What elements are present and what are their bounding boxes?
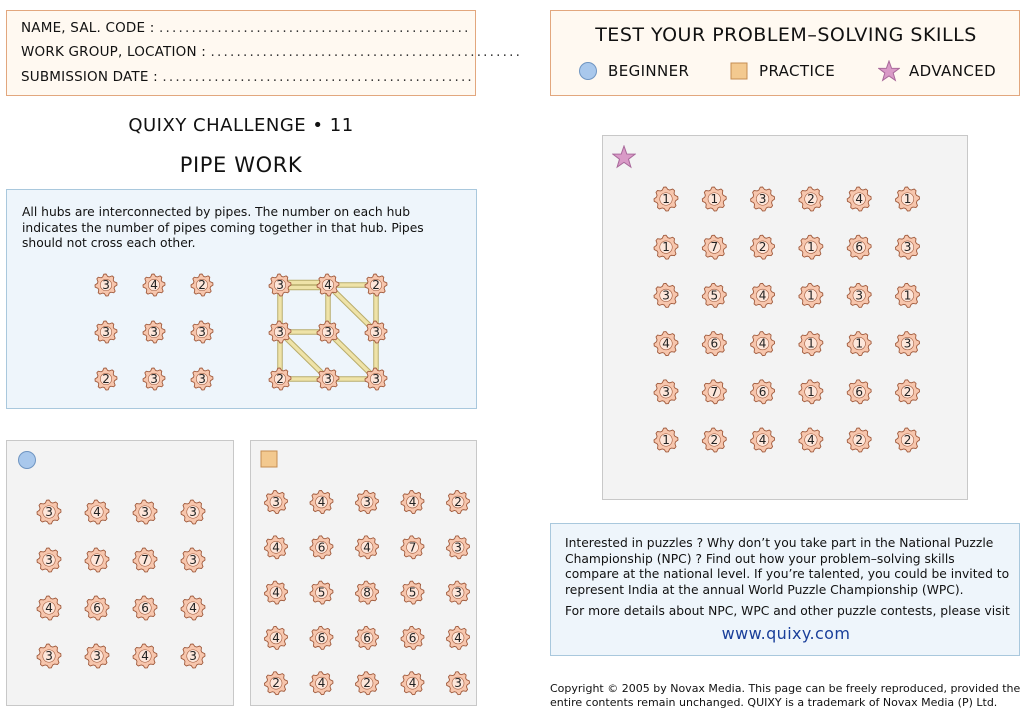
- hub-number: 2: [272, 676, 280, 691]
- hub[interactable]: [37, 644, 61, 668]
- hub[interactable]: [269, 368, 291, 390]
- hub[interactable]: [365, 368, 387, 390]
- hub[interactable]: [181, 500, 205, 524]
- hub[interactable]: [356, 672, 379, 695]
- hub-number: 7: [710, 384, 719, 399]
- hub-number: 1: [903, 192, 912, 206]
- hub-number: 3: [102, 325, 110, 339]
- name-dots: ................................................: [158, 20, 471, 36]
- hub[interactable]: [310, 672, 333, 695]
- promo-details: For more details about NPC, WPC and other puzzle contests, please visit: [565, 604, 1010, 618]
- hub-number: 3: [198, 325, 206, 339]
- skills-header: [550, 10, 1020, 96]
- hub-number: 1: [807, 240, 815, 255]
- hub[interactable]: [365, 274, 387, 296]
- advanced-grid[interactable]: [603, 136, 969, 501]
- hub-number: 4: [363, 540, 371, 555]
- hub[interactable]: [799, 428, 823, 452]
- hub[interactable]: [133, 500, 157, 524]
- hub[interactable]: [447, 672, 470, 695]
- hub-number: 5: [408, 585, 417, 600]
- hub[interactable]: [401, 536, 424, 559]
- hub[interactable]: [702, 187, 726, 211]
- hub[interactable]: [799, 283, 823, 307]
- hub[interactable]: [143, 321, 165, 343]
- hub-number: 3: [372, 372, 380, 386]
- instructions-text: All hubs are interconnected by pipes. The number on each hub indicates the number of pipes coming together in that hub. Pipes should not cross each other.: [22, 205, 424, 250]
- workgroup-label: WORK GROUP, LOCATION :: [21, 44, 207, 60]
- hub-number: 5: [710, 288, 719, 303]
- hub-number: 3: [903, 240, 912, 255]
- hub-number: 6: [317, 630, 326, 645]
- name-label: NAME, SAL. CODE :: [21, 20, 155, 36]
- hub[interactable]: [751, 235, 775, 259]
- hub[interactable]: [751, 332, 775, 356]
- hub[interactable]: [654, 235, 678, 259]
- promo-url-link[interactable]: www.quixy.com: [721, 624, 851, 643]
- hub-number: 1: [662, 433, 670, 447]
- hub-number: 3: [189, 649, 197, 663]
- hub[interactable]: [447, 626, 470, 649]
- hub[interactable]: [191, 274, 213, 296]
- hub[interactable]: [310, 626, 333, 649]
- hub-number: 2: [855, 433, 864, 447]
- challenge-title: PIPE WORK: [179, 153, 303, 177]
- legend-practice-label: PRACTICE: [759, 62, 836, 80]
- hub[interactable]: [799, 332, 823, 356]
- hub-number: 6: [710, 336, 719, 351]
- hub-number: 1: [662, 240, 670, 255]
- hub[interactable]: [317, 321, 339, 343]
- hub-number: 3: [662, 384, 670, 399]
- hub[interactable]: [95, 368, 117, 390]
- hub-number: 3: [45, 553, 53, 567]
- beginner-panel: [6, 440, 234, 706]
- hub-number: 3: [189, 505, 197, 519]
- hub[interactable]: [799, 235, 823, 259]
- beginner-grid[interactable]: [7, 441, 235, 707]
- hub[interactable]: [751, 428, 775, 452]
- hub[interactable]: [265, 672, 288, 695]
- promo-panel: [550, 523, 1020, 656]
- hub[interactable]: [356, 536, 379, 559]
- header-title: TEST YOUR PROBLEM–SOLVING SKILLS: [595, 24, 977, 46]
- hub[interactable]: [447, 581, 470, 604]
- hub[interactable]: [85, 548, 109, 572]
- hub-number: 4: [807, 433, 815, 447]
- hub-number: 4: [324, 278, 332, 292]
- hub-number: 6: [855, 240, 864, 255]
- hub[interactable]: [143, 368, 165, 390]
- hub[interactable]: [751, 283, 775, 307]
- hub[interactable]: [181, 644, 205, 668]
- hub[interactable]: [751, 380, 775, 404]
- hub[interactable]: [95, 274, 117, 296]
- hub[interactable]: [896, 332, 920, 356]
- hub[interactable]: [181, 596, 205, 620]
- hub[interactable]: [356, 581, 379, 604]
- hub[interactable]: [317, 274, 339, 296]
- hub-number: 8: [363, 585, 371, 600]
- hub[interactable]: [133, 548, 157, 572]
- hub[interactable]: [702, 332, 726, 356]
- hub[interactable]: [702, 428, 726, 452]
- hub[interactable]: [447, 491, 470, 514]
- hub[interactable]: [401, 672, 424, 695]
- date-field[interactable]: [21, 69, 474, 85]
- hub[interactable]: [95, 321, 117, 343]
- hub-number: 3: [454, 540, 462, 555]
- hub-number: 6: [93, 601, 101, 615]
- hub[interactable]: [310, 491, 333, 514]
- hub-number: 1: [662, 192, 670, 206]
- hub-number: 4: [150, 278, 158, 292]
- hub-number: 4: [758, 336, 767, 351]
- hub-number: 4: [272, 630, 280, 645]
- hub-number: 2: [710, 433, 719, 447]
- hub-number: 4: [189, 601, 197, 615]
- hub-number: 2: [903, 384, 912, 399]
- hub[interactable]: [847, 187, 871, 211]
- hub-number: 3: [102, 278, 110, 292]
- hub[interactable]: [799, 187, 823, 211]
- hub[interactable]: [896, 380, 920, 404]
- hub[interactable]: [265, 626, 288, 649]
- hub[interactable]: [847, 380, 871, 404]
- hub-number: 2: [102, 372, 110, 386]
- hub-number: 3: [45, 649, 53, 663]
- hub-number: 6: [141, 601, 149, 615]
- hub[interactable]: [37, 548, 61, 572]
- hub[interactable]: [181, 548, 205, 572]
- name-field[interactable]: [21, 20, 471, 36]
- hub-number: 4: [855, 192, 864, 206]
- hub-number: 4: [662, 336, 670, 351]
- hub[interactable]: [37, 596, 61, 620]
- hub[interactable]: [654, 380, 678, 404]
- hub[interactable]: [896, 283, 920, 307]
- hub[interactable]: [365, 321, 387, 343]
- square-icon: [729, 61, 749, 81]
- hub-number: 4: [317, 676, 326, 691]
- hub[interactable]: [269, 321, 291, 343]
- hub[interactable]: [847, 428, 871, 452]
- hub-number: 3: [363, 495, 371, 509]
- hub[interactable]: [265, 581, 288, 604]
- hub-number: 4: [272, 585, 280, 600]
- hub-number: 7: [710, 240, 719, 255]
- hub-number: 4: [272, 540, 280, 555]
- hub-number: 2: [276, 372, 284, 386]
- promo-text: Interested in puzzles ? Why don’t you take part in the National Puzzle Championship (NPC) ? Find out how your problem–solving skills compare at the national level. If you’re talented, you could be invited to represent India at the annual World Puzzle Championship (WPC).: [565, 536, 1010, 597]
- hub-number: 2: [758, 240, 767, 255]
- hub-number: 4: [141, 649, 149, 663]
- hub[interactable]: [847, 283, 871, 307]
- hub-number: 3: [276, 325, 284, 339]
- hub-number: 3: [276, 278, 284, 292]
- hub-number: 7: [141, 553, 149, 567]
- hub[interactable]: [847, 332, 871, 356]
- hub[interactable]: [265, 536, 288, 559]
- hub-number: 3: [454, 585, 462, 600]
- hub[interactable]: [896, 235, 920, 259]
- hub[interactable]: [702, 283, 726, 307]
- hub[interactable]: [401, 491, 424, 514]
- hub-number: 1: [710, 192, 719, 206]
- hub[interactable]: [702, 235, 726, 259]
- hub[interactable]: [85, 596, 109, 620]
- hub-number: 4: [317, 495, 326, 509]
- hub[interactable]: [310, 536, 333, 559]
- hub[interactable]: [654, 428, 678, 452]
- hub[interactable]: [85, 500, 109, 524]
- hub-number: 3: [272, 495, 280, 509]
- hub[interactable]: [401, 581, 424, 604]
- hub[interactable]: [85, 644, 109, 668]
- legend-advanced-label: ADVANCED: [909, 62, 997, 80]
- hub-number: 2: [903, 433, 912, 447]
- hub-number: 4: [45, 601, 53, 615]
- hub-number: 3: [150, 325, 158, 339]
- hub-number: 7: [408, 540, 417, 555]
- hub[interactable]: [191, 321, 213, 343]
- star-icon: [878, 60, 900, 82]
- hub-number: 6: [363, 630, 371, 645]
- hub-number: 4: [758, 433, 767, 447]
- hub[interactable]: [751, 187, 775, 211]
- hub-number: 6: [317, 540, 326, 555]
- hub-number: 3: [324, 325, 332, 339]
- circle-icon: [578, 61, 598, 81]
- hub[interactable]: [133, 596, 157, 620]
- hub[interactable]: [143, 274, 165, 296]
- hub[interactable]: [799, 380, 823, 404]
- hub-number: 3: [758, 192, 767, 206]
- hub[interactable]: [269, 274, 291, 296]
- hub-number: 2: [807, 192, 815, 206]
- hub-number: 2: [454, 495, 462, 509]
- hub[interactable]: [37, 500, 61, 524]
- hub-number: 3: [372, 325, 380, 339]
- hub[interactable]: [896, 187, 920, 211]
- hub-number: 7: [93, 553, 101, 567]
- hub-number: 3: [903, 336, 912, 351]
- hub-number: 6: [408, 630, 417, 645]
- practice-panel: [250, 440, 477, 706]
- hub-number: 3: [454, 676, 462, 691]
- hub[interactable]: [265, 491, 288, 514]
- hub-number: 4: [758, 288, 767, 303]
- hub-number: 3: [324, 372, 332, 386]
- hub-number: 2: [198, 278, 206, 292]
- hub[interactable]: [401, 626, 424, 649]
- hub-number: 3: [855, 288, 864, 303]
- hub-number: 4: [93, 505, 101, 519]
- hub[interactable]: [847, 235, 871, 259]
- legend-beginner-label: BEGINNER: [608, 62, 690, 80]
- copyright-text: Copyright © 2005 by Novax Media. This page can be freely reproduced, provided the entire contents remain unchanged. QUIXY is a trademark of Novax Media (P) Ltd.: [550, 682, 1021, 709]
- date-dots: ................................................: [162, 69, 474, 85]
- hub-number: 3: [150, 372, 158, 386]
- hub-number: 5: [317, 585, 326, 600]
- hub[interactable]: [702, 380, 726, 404]
- hub-number: 2: [372, 278, 380, 292]
- hub-number: 1: [807, 336, 815, 351]
- hub[interactable]: [133, 644, 157, 668]
- practice-grid[interactable]: [251, 441, 478, 707]
- workgroup-field[interactable]: [21, 44, 522, 60]
- example-diagram: [7, 190, 478, 410]
- hub-number: 1: [807, 384, 815, 399]
- hub[interactable]: [654, 187, 678, 211]
- hub[interactable]: [896, 428, 920, 452]
- hub[interactable]: [654, 283, 678, 307]
- challenge-series: QUIXY CHALLENGE • 11: [128, 115, 354, 136]
- hub[interactable]: [310, 581, 333, 604]
- hub-number: 3: [141, 505, 149, 519]
- hub[interactable]: [654, 332, 678, 356]
- hub-number: 4: [408, 676, 417, 691]
- hub-number: 6: [855, 384, 864, 399]
- advanced-panel: [602, 135, 968, 500]
- hub-number: 3: [198, 372, 206, 386]
- hub-number: 3: [45, 505, 53, 519]
- hub-number: 3: [93, 649, 101, 663]
- hub[interactable]: [317, 368, 339, 390]
- hub-number: 3: [189, 553, 197, 567]
- hub[interactable]: [356, 626, 379, 649]
- hub-number: 6: [758, 384, 767, 399]
- entry-form: [6, 10, 523, 96]
- date-label: SUBMISSION DATE :: [21, 69, 158, 85]
- hub-number: 3: [662, 288, 670, 303]
- hub-number: 4: [408, 495, 417, 509]
- hub[interactable]: [356, 491, 379, 514]
- hub-number: 4: [454, 630, 462, 645]
- workgroup-dots: ................................................: [210, 44, 523, 60]
- instructions-panel: [6, 189, 477, 409]
- hub-number: 1: [855, 336, 864, 351]
- hub-number: 1: [903, 288, 912, 303]
- hub-number: 2: [363, 676, 371, 691]
- hub-number: 1: [807, 288, 815, 303]
- hub[interactable]: [447, 536, 470, 559]
- hub[interactable]: [191, 368, 213, 390]
